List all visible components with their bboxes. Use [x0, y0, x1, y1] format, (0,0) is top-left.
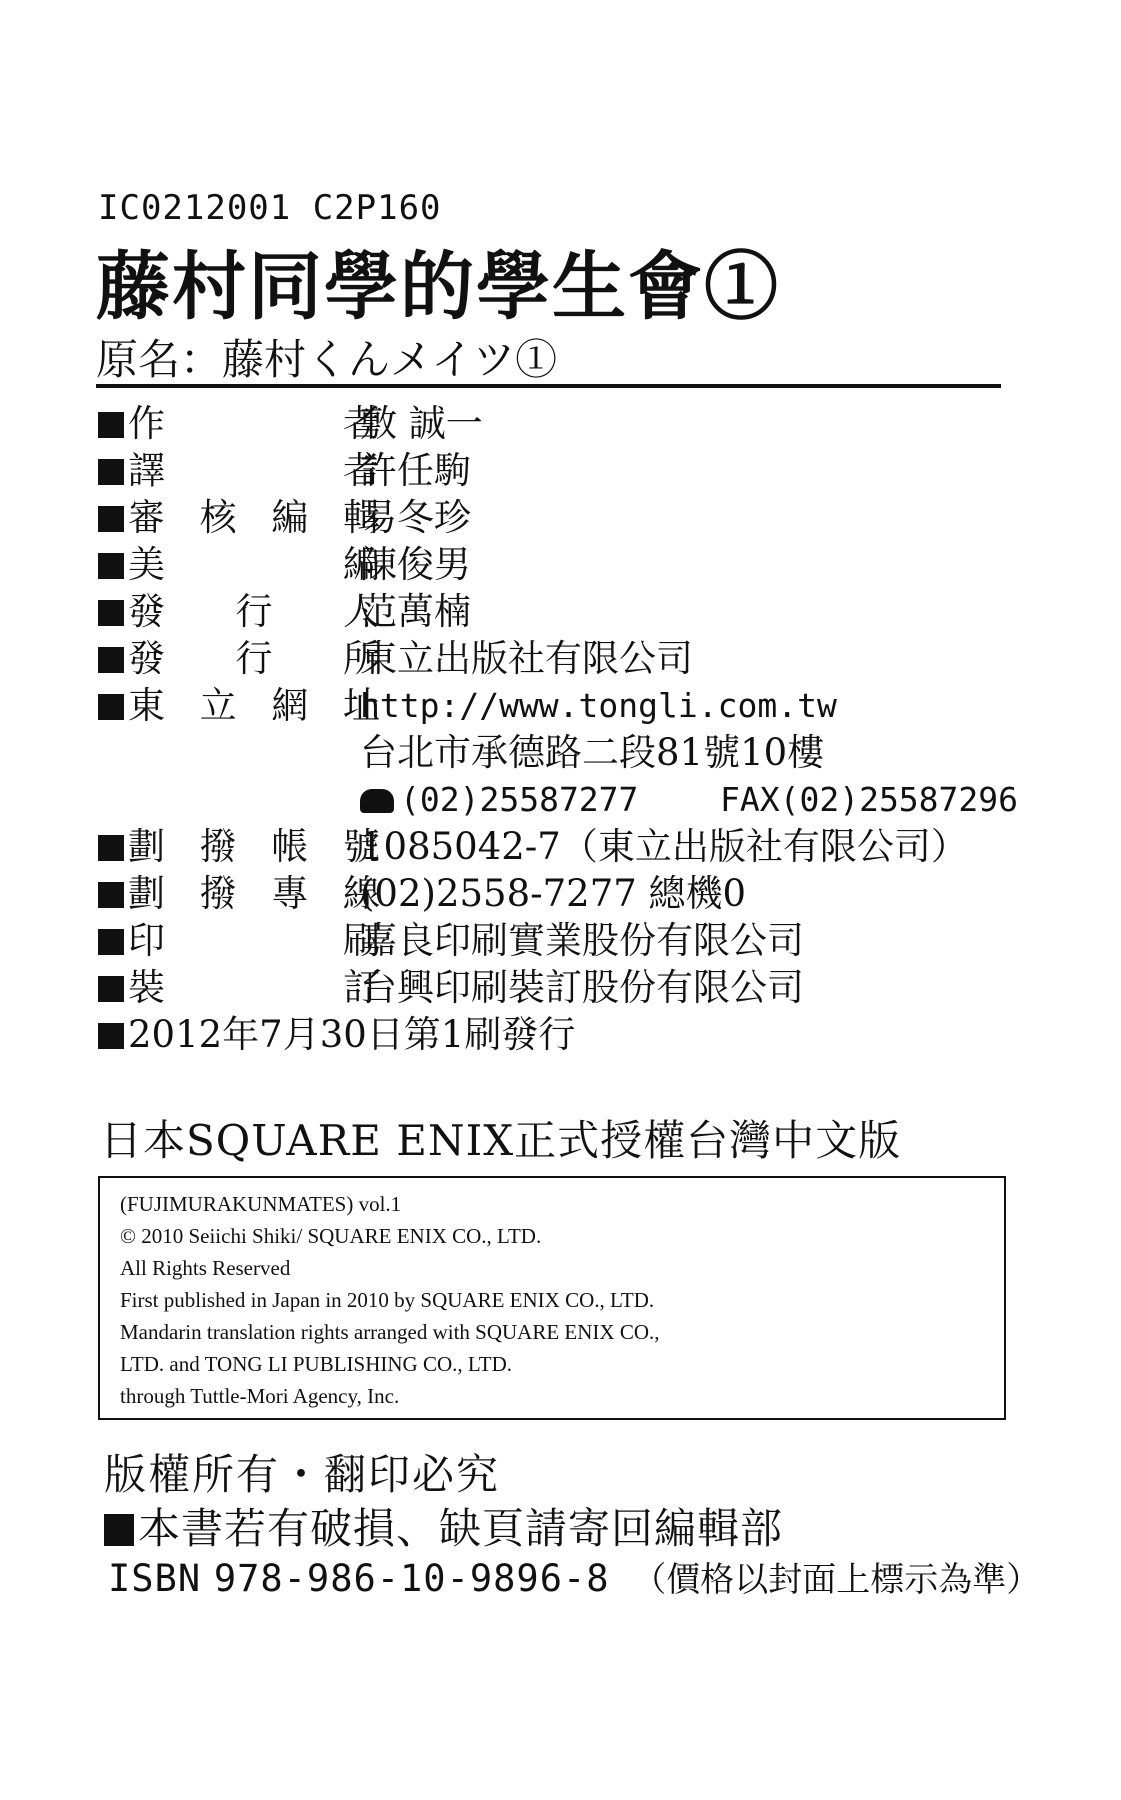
credit-value: 敷 誠一: [360, 402, 483, 445]
copyright-line: All Rights Reserved: [120, 1256, 291, 1280]
catalog-code: IC0212001 C2P160: [98, 188, 442, 228]
license-statement: 日本SQUARE ENIX正式授權台灣中文版: [100, 1116, 902, 1165]
print-date: 2012年7月30日第1刷發行: [128, 1013, 576, 1056]
credit-label: 作 者: [128, 402, 380, 445]
credit-value: 東立出版社有限公司: [360, 637, 693, 680]
fax-number: FAX(02)25587296: [720, 780, 1019, 819]
bullet-square: [98, 929, 124, 955]
damage-notice: [104, 1496, 783, 1556]
credit-row-account: [98, 823, 1018, 870]
isbn-label: ISBN: [108, 1557, 202, 1600]
bullet-square: [98, 600, 124, 626]
copyright-line: through Tuttle-Mori Agency, Inc.: [120, 1384, 400, 1408]
credit-label: 發行人: [128, 590, 380, 633]
credit-row-translator: [98, 447, 1018, 494]
credit-value: 嘉良印刷實業股份有限公司: [360, 919, 804, 962]
credit-value: 台興印刷裝訂股份有限公司: [360, 966, 804, 1009]
credit-row-author: [98, 400, 1018, 447]
credit-row-hotline: [98, 870, 1018, 917]
credit-row-publisher: [98, 588, 1018, 635]
phone-number: (02)25587277: [400, 780, 639, 819]
print-date-row: [98, 1011, 1018, 1058]
bullet-square: [98, 1023, 124, 1049]
copyright-line: Mandarin translation rights arranged with SQUARE ENIX CO.,: [120, 1320, 660, 1344]
credit-value: 范萬楠: [360, 590, 471, 633]
address: 台北市承德路二段81號10樓: [360, 731, 825, 774]
credit-value: 易冬珍: [360, 496, 471, 539]
bullet-square: [98, 506, 124, 532]
bullet-square: [98, 976, 124, 1002]
credit-row-reviewer: [98, 494, 1018, 541]
phone-group: [360, 776, 1019, 823]
credit-row-binding: [98, 964, 1018, 1011]
bullet-square: [98, 694, 124, 720]
credit-value: (02)2558-7277 總機0: [360, 872, 747, 915]
price-note: （價格以封面上標示為準）: [632, 1560, 1041, 1600]
credit-label: 美 編: [128, 543, 380, 586]
divider: [96, 384, 1001, 388]
bullet-square: [98, 647, 124, 673]
address-row: [98, 729, 1018, 776]
bullet-square: [98, 459, 124, 485]
isbn-number: 978-986-10-9896-8: [213, 1557, 610, 1600]
copyright-box: [98, 1176, 1006, 1420]
credit-label: 審核編輯: [128, 496, 380, 539]
telephone-icon: [360, 789, 394, 813]
credit-value: 許任駒: [360, 449, 471, 492]
credit-value: 1085042-7（東立出版社有限公司）: [360, 825, 968, 868]
credit-label: 劃撥帳號: [128, 825, 380, 868]
copyright-line: © 2010 Seiichi Shiki/ SQUARE ENIX CO., LTD.: [120, 1224, 542, 1248]
credit-label: 發行所: [128, 637, 380, 680]
credit-row-website: [98, 682, 1018, 729]
credit-value: 陳俊男: [360, 543, 471, 586]
credit-row-publishing-house: [98, 635, 1018, 682]
damage-notice-text: 本書若有破損、缺頁請寄回編輯部: [138, 1504, 784, 1553]
credit-row-art-editor: [98, 541, 1018, 588]
bullet-square: [98, 553, 124, 579]
bullet-square: [98, 882, 124, 908]
credit-label: 裝 訂: [128, 966, 380, 1009]
original-title: 原名：藤村くんメイツ①: [96, 335, 558, 384]
rights-reserved: 版權所有・翻印必究: [104, 1450, 501, 1499]
copyright-line: (FUJIMURAKUNMATES) vol.1: [120, 1192, 402, 1216]
credit-label: 譯 者: [128, 449, 380, 492]
credit-row-printing: [98, 917, 1018, 964]
credit-label: 劃撥專線: [128, 872, 380, 915]
bullet-square: [98, 835, 124, 861]
isbn-line: [108, 1552, 1040, 1601]
book-title: 藤村同學的學生會①: [96, 244, 780, 330]
copyright-line: First published in Japan in 2010 by SQUARE ENIX CO., LTD.: [120, 1288, 655, 1312]
phone-row: [98, 776, 1018, 823]
website-url: http://www.tongli.com.tw: [360, 686, 837, 725]
bullet-square: [104, 1514, 134, 1546]
credit-label: 印 刷: [128, 919, 380, 962]
bullet-square: [98, 412, 124, 438]
credit-label: 東立網址: [128, 684, 380, 727]
copyright-line: LTD. and TONG LI PUBLISHING CO., LTD.: [120, 1352, 513, 1376]
credits-list: [98, 400, 1018, 1058]
